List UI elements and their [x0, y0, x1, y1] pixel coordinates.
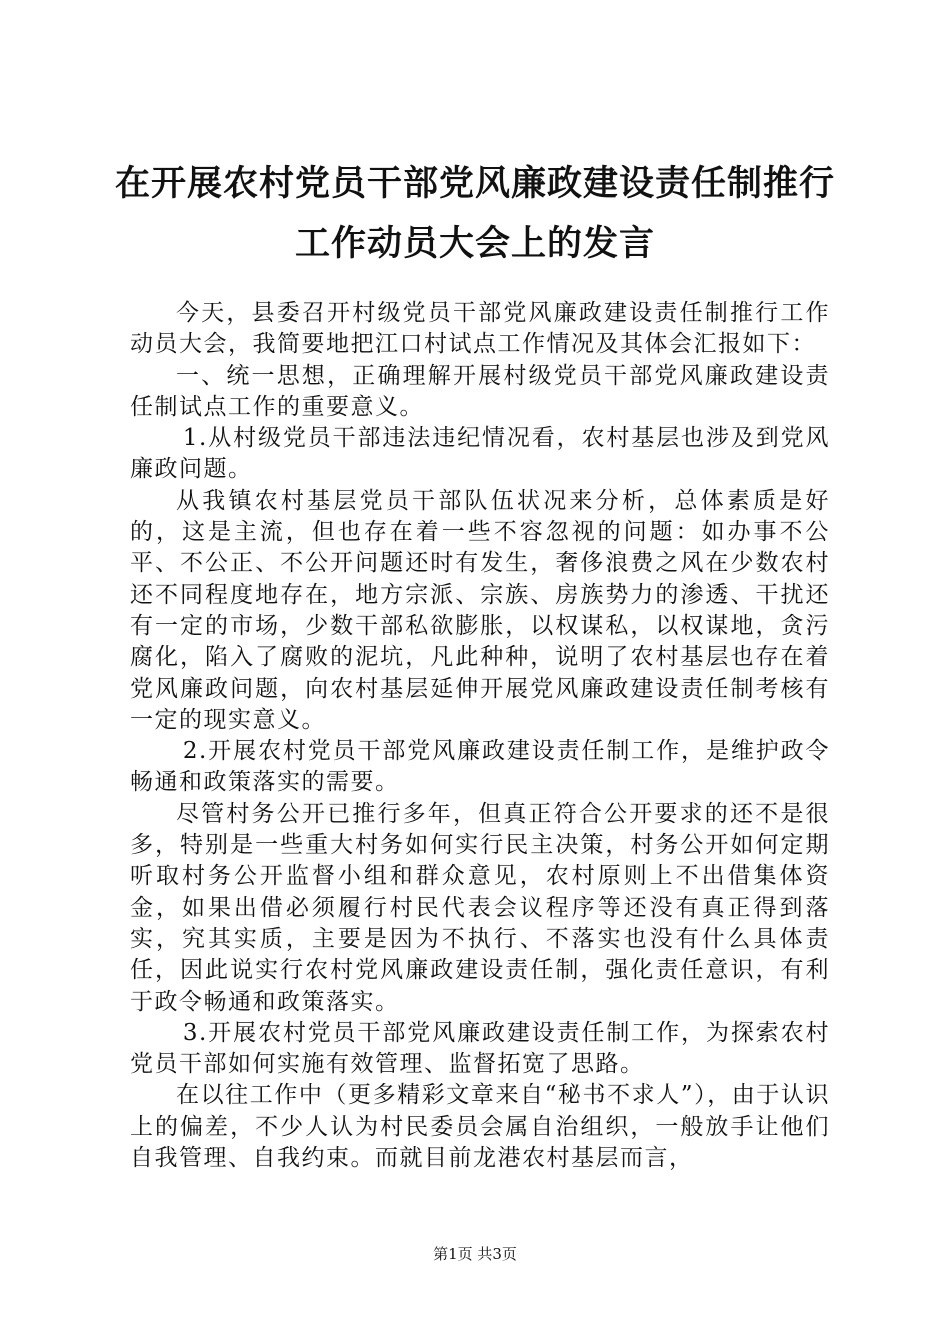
- paragraph-point-3: 3.开展农村党员干部党风廉政建设责任制工作，为探索农村党员干部如何实施有效管理、监督拓宽了思路。: [130, 1019, 830, 1078]
- document-title-line-1: 在开展农村党员干部党风廉政建设责任制推行: [114, 163, 835, 204]
- paragraph-section-1-heading: 一、统一思想，正确理解开展村级党员干部党风廉政建设责任制试点工作的重要意义。: [130, 362, 830, 420]
- paragraph-point-3-detail: 在以往工作中（更多精彩文章来自“秘书不求人”），由于认识上的偏差，不少人认为村民委员会属自治组织，一般放手让他们自我管理、自我约束。而就目前龙港农村基层而言，: [130, 1082, 830, 1172]
- paragraph-intro: 今天，县委召开村级党员干部党风廉政建设责任制推行工作动员大会，我简要地把江口村试点工作情况及其体会汇报如下：: [130, 300, 830, 358]
- paragraph-point-2: 2.开展农村党员干部党风廉政建设责任制工作，是维护政令畅通和政策落实的需要。: [130, 738, 830, 796]
- page-number-footer: 第1页 共3页: [433, 1245, 517, 1263]
- paragraph-point-1-detail: 从我镇农村基层党员干部队伍状况来分析，总体素质是好的，这是主流，但也存在着一些不容忽视的问题：如办事不公平、不公正、不公开问题还时有发生，奢侈浪费之风在少数农村还不同程度地存在，地方宗派、宗族、房族势力的渗透、干扰还有一定的市场，少数干部私欲膨胀，以权谋私，以权谋地，贪污腐化，陷入了腐败的泥坑，凡此种种，说明了农村基层也存在着党风廉政问题，向农村基层延伸开展党风廉政建设责任制考核有一定的现实意义。: [130, 487, 830, 733]
- paragraph-point-1: 1.从村级党员干部违法违纪情况看，农村基层也涉及到党风廉政问题。: [130, 425, 830, 483]
- document-body: [130, 298, 830, 1174]
- paragraph-point-2-detail: 尽管村务公开已推行多年，但真正符合公开要求的还不是很多，特别是一些重大村务如何实行民主决策，村务公开如何定期听取村务公开监督小组和群众意见，农村原则上不出借集体资金，如果出借必须履行村民代表会议程序等还没有真正得到落实，究其实质，主要是因为不执行、不落实也没有什么具体责任，因此说实行农村党风廉政建设责任制，强化责任意识，有利于政令畅通和政策落实。: [130, 800, 830, 1015]
- document-title-line-2: 工作动员大会上的发言: [294, 223, 655, 264]
